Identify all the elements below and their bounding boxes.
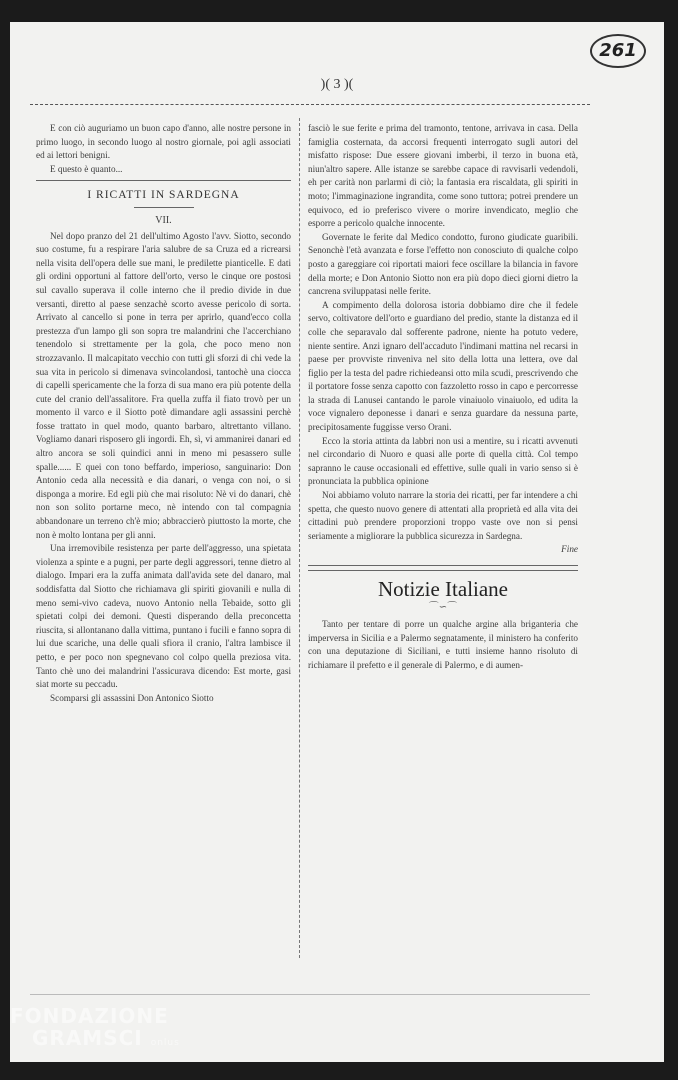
story-paragraph-3: Scomparsi gli assassini Don Antonico Siotto (50, 692, 214, 703)
column-divider (299, 118, 300, 958)
document-page (10, 22, 664, 1062)
page-number-stamp: 261 (590, 34, 646, 68)
footer-rule (30, 994, 590, 995)
page-header: )( 3 )( (320, 77, 354, 92)
story-paragraph-sources: Ecco la storia attinta da labbri non usi a mentire, su i ricatti avvenuti nel circondario di Nuoro e quasi alle porte di quella città. Col tempo sapranno le cause occasionali ed effettive, sulle quali in vario senso si è pronunciata la pubblica opinione (308, 435, 578, 487)
section-title: I RICATTI IN SARDEGNA (87, 189, 240, 202)
intro-closing: E questo è quanto... (50, 163, 123, 174)
notizie-rule-bottom (308, 570, 578, 571)
story-end-mark: Fine (561, 544, 578, 555)
story-continuation: fasciò le sue ferite e prima del tramonto, tentone, arrivava in casa. Della famiglia costernata, da accorsi frequenti interrogato sugli autori del misfatto rispose: Due essere giovani imberbi, il terzo in buona età, niun'altro sapere. Alle istanze se sarebbe capace di ravvisarli vedendoli, eh per carità non parlarmi di ciò; la fantasia era riscaldata, gli spiriti in moto; l'immaginazione ingrandita, come sono tuttora; potrei prendere un equivoco, ed io preferisco vivere o morire invendicato, meglio che esporre a pericolo qualche innocente. (308, 123, 578, 229)
notizie-paragraph: Tanto per tentare di porre un qualche argine alla briganteria che imperversa in Sicilia e a Palermo segnatamente, il ministero ha conferito con una deputazione di Siciliani, e tutti insieme hanno risoluto di richiamare il prefetto e il generale di Palermo, e di aumen- (308, 619, 578, 670)
watermark-small: onlus (150, 1038, 180, 1048)
story-paragraph-conclusion: Noi abbiamo voluto narrare la storia dei ricatti, per far intendere a chi spetta, che questo nuovo genere di attentati alla proprietà ed alla vita dei cittadini può prendere proporzioni troppo vaste ove non si pensi seriamente a migliorare la pubblica sicurezza in Sardegna. (308, 490, 578, 541)
title-underline (134, 207, 194, 208)
fondazione-gramsci-watermark (10, 1005, 180, 1054)
chapter-number: VII. (155, 214, 172, 226)
section-rule (36, 180, 291, 181)
watermark-line-1: FONDAZIONE (10, 1004, 169, 1028)
notizie-title: Notizie Italiane (377, 577, 509, 601)
intro-paragraph: E con ciò auguriamo un buon capo d'anno, alle nostre persone in primo luogo, in secondo luogo al nostro giornale, poi agli associati ed ai lettori benigni. (36, 123, 291, 161)
header-rule (30, 104, 590, 105)
right-column (308, 122, 578, 673)
left-column (36, 122, 291, 705)
story-paragraph-1: Nel dopo pranzo del 21 dell'ultimo Agosto l'avv. Siotto, secondo suo costume, fu a respirare l'aria salubre de sa Cruza ed a ricrearsi nella visita dell'opera delle sue mani, le predilette pianticelle. E dati gli ordini opportuni al fattore dell'orto, verso le cinque ore postosi sul cavallo superava il colle interno che il predio divide in due versanti, diretto al paese senzachè scorto avesse pericolo di sorta. Arrivato al cancello si pone in terra per aprirlo, quand'ecco colla prestezza d'un lampo gli son sopra tre malandrini che l'accerchiano tenendolo si strettamente per la gola, che poco meno non strozzavanlo. Il malcapitato vecchio con tutti gli sforzi di chi vede la sua vita in pericolo si dimenava svincolandosi, tantochè una ciocca di capelli spericamente che la forza di sua mano era più potente della cute del cranio dell'assalitore. Fra quella zuffa il fiato trovò per un momento il varco e il Siotto potè dimandare agli assassini perchè fosse trattato in quel modo, quanto barbaro, altrettanto villano. Vogliamo danari risposero gli ingordi. Eh, sì, vi ammanirei danari ed altro ancora se soli quindici anni in meno mi pesassero sulle spalle...... E quei con tono beffardo, imperioso, sanguinario: Don Antonio ceda alla necessità e dia danari, o venga con noi, o si disponga a morire. Ed egli più che mai risoluto: Nè vi do danari, chè non son solito portarne meco, nè intendo con tal compagnia abbandonare un terreno ch'è mio; abbraccierò piuttosto la morte, che non è molto lontana per gli anni. (36, 230, 291, 540)
ornament: ⌒∽⌒ (428, 601, 458, 613)
story-paragraph-wounds: Governate le ferite dal Medico condotto, furono giudicate guaribili. Senonchè l'età avanzata e forse l'effetto non conosciuto di qualche colpo posto a gareggiare coi riportati maiori fece oscillare la bilancia in favore della morte; e Don Antonio Siotto non era più dopo dieci giorni dietro la cancrena sviluppatasi nelle ferite. (308, 231, 578, 297)
story-paragraph-2: Una irremovibile resistenza per parte dell'aggresso, una spietata violenza a spinte e a pugni, per parte degli aggressori, tenne dietro al dialogo. Impari era la zuffa animata dall'avida sete del danaro, mal soddisfatta dal Siotto che richiamava gli spiriti giovanili e nulla di meno semi-vivo cadeva, nuovo Antonio nella Tebaide, sotto gli spietati colpi dei demoni. Questi disperando della preconcetta riuscita, si allontanano dalla vittima, puntano i fucili e fanno sopra di lui due scariche, una delle quali sfiora il cranio, l'altra lambisce il petto, e per poco non spegnevano col colpo quella preziosa vita. Tanto chè uno dei malandrini l'assicurava dicendo: Est morte, gasi siat morte su peccadu. (36, 543, 291, 690)
watermark-line-2: GRAMSCI (32, 1026, 143, 1050)
notizie-rule-top (308, 565, 578, 566)
story-paragraph-servant: A compimento della dolorosa istoria dobbiamo dire che il fedele servo, coltivatore dell'orto e guardiano del predio, stante la distanza ed il colle che separavalo dal sofferente padrone, niente ha potuto vedere, niente sentire. Anzi ignaro dell'accaduto l'indimani mattina nel recarsi in paese per provviste rinveniva nel sito della lotta una lettera, ove dal figlio per la testa del padre richiedeansi otto mila scudi, prescrivendo che il portatore fosse senza capotto con fazzoletto rosso in capo e percorresse la strada di Lanusei cantando le parole vinaiuolo vinaiuolo, ed udita la voce vignalero deponesse i danari e senza guardare da nessuna parte, precipitosamente fuggisse verso Orani. (308, 299, 578, 433)
